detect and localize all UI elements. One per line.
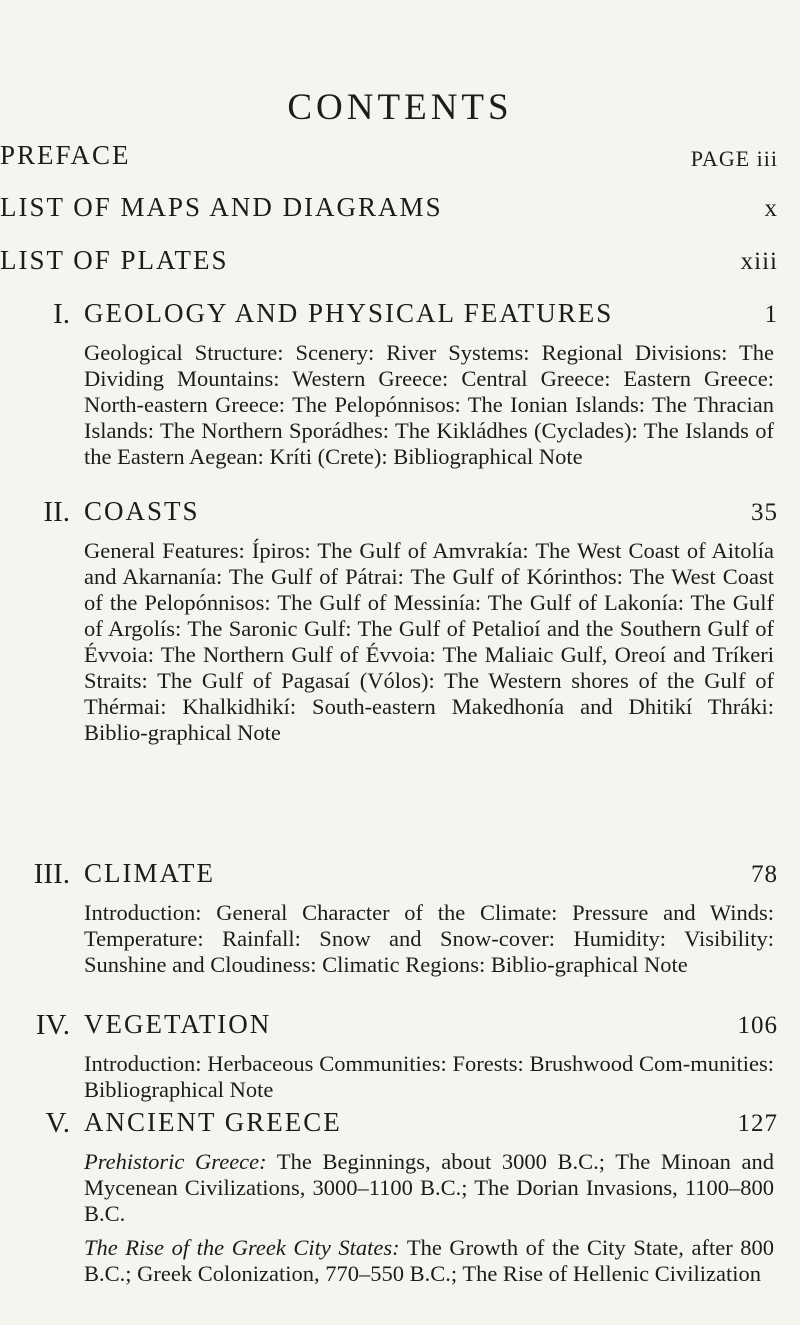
front-page: xiii [740,248,778,275]
chapter-page: 78 [751,861,778,888]
chapter-number: III. [33,858,70,890]
front-page: x [764,195,778,222]
chapter-page: 127 [737,1110,778,1137]
chapter-number: IV. [35,1009,70,1041]
chapter-title: COASTS [84,496,200,526]
chapter-entry-1 [0,298,800,470]
chapter-description [84,1149,774,1287]
section-paragraph [84,1149,774,1227]
chapter-page: 106 [737,1012,778,1039]
chapter-entry-4 [0,1009,800,1103]
chapter-number: II. [43,496,70,528]
chapter-number: V. [45,1107,70,1139]
front-label: LIST OF MAPS AND DIAGRAMS [0,192,443,222]
front-entry-preface [0,140,800,180]
chapter-description: Introduction: Herbaceous Communities: Forests: Brushwood Com-munities: Bibliographical Note [84,1051,774,1102]
chapter-title: CLIMATE [84,858,215,888]
chapter-entry-5 [0,1107,800,1295]
chapter-description: Introduction: General Character of the Climate: Pressure and Winds: Temperature: Rainfall: Snow and Snow-cover: Humidity: Visibility: Sunshine and Cloudiness: Climatic Regions: Biblio-graphical Note [84,900,774,977]
chapter-entry-2 [0,496,800,746]
front-page: PAGE iii [690,146,778,171]
section-text: The Beginnings, about 3000 B.C.; The Minoan and Mycenean Civilizations, 3000–1100 B.C.; The Dorian Invasions, 1100–800 B.C. [84,1149,774,1226]
section-paragraph [84,1235,774,1287]
front-label: LIST OF PLATES [0,245,229,275]
chapter-description: General Features: Ípiros: The Gulf of Amvrakía: The West Coast of Aitolía and Akarnanía: The Gulf of Pátrai: The Gulf of Kórinthos: The West Coast of the Pelopónnisos: The Gulf of Messinía: The Gulf of Lakonía: The Gulf of Argolís: The Saronic Gulf: The Gulf of Petalioí and the Southern Gulf of Évvoia: The Northern Gulf of Évvoia: The Maliaic Gulf, Oreoí and Tríkeri Straits: The Gulf of Pagasaí (Vólos): The Western shores of the Gulf of Thérmai: Khalkidhikí: South-eastern Makedhonía and Dhitikí Thráki: Biblio-graphical Note [84,538,774,745]
chapter-title: GEOLOGY AND PHYSICAL FEATURES [84,298,614,328]
chapter-number: I. [53,298,70,330]
section-heading: The Rise of the Greek City States: [84,1235,400,1260]
chapter-page: 1 [764,301,778,328]
front-entry-plates [0,245,800,285]
front-entry-maps [0,192,800,232]
front-label: PREFACE [0,140,131,170]
chapter-entry-3 [0,858,800,978]
chapter-page: 35 [751,499,778,526]
section-text: The Growth of the City State, after 800 B.C.; Greek Colonization, 770–550 B.C.; The Rise of Hellenic Civilization [84,1235,774,1286]
chapter-description: Geological Structure: Scenery: River Systems: Regional Divisions: The Dividing Mountains: Western Greece: Central Greece: Eastern Greece: North-eastern Greece: The Pelopónnisos: The Ionian Islands: The Thracian Islands: The Northern Sporádhes: The Kikládhes (Cyclades): The Islands of the Eastern Aegean: Kríti (Crete): Bibliographical Note [84,340,774,469]
page-title: CONTENTS [287,87,513,128]
section-heading: Prehistoric Greece: [84,1149,267,1174]
chapter-title: ANCIENT GREECE [84,1107,342,1137]
chapter-title: VEGETATION [84,1009,272,1039]
